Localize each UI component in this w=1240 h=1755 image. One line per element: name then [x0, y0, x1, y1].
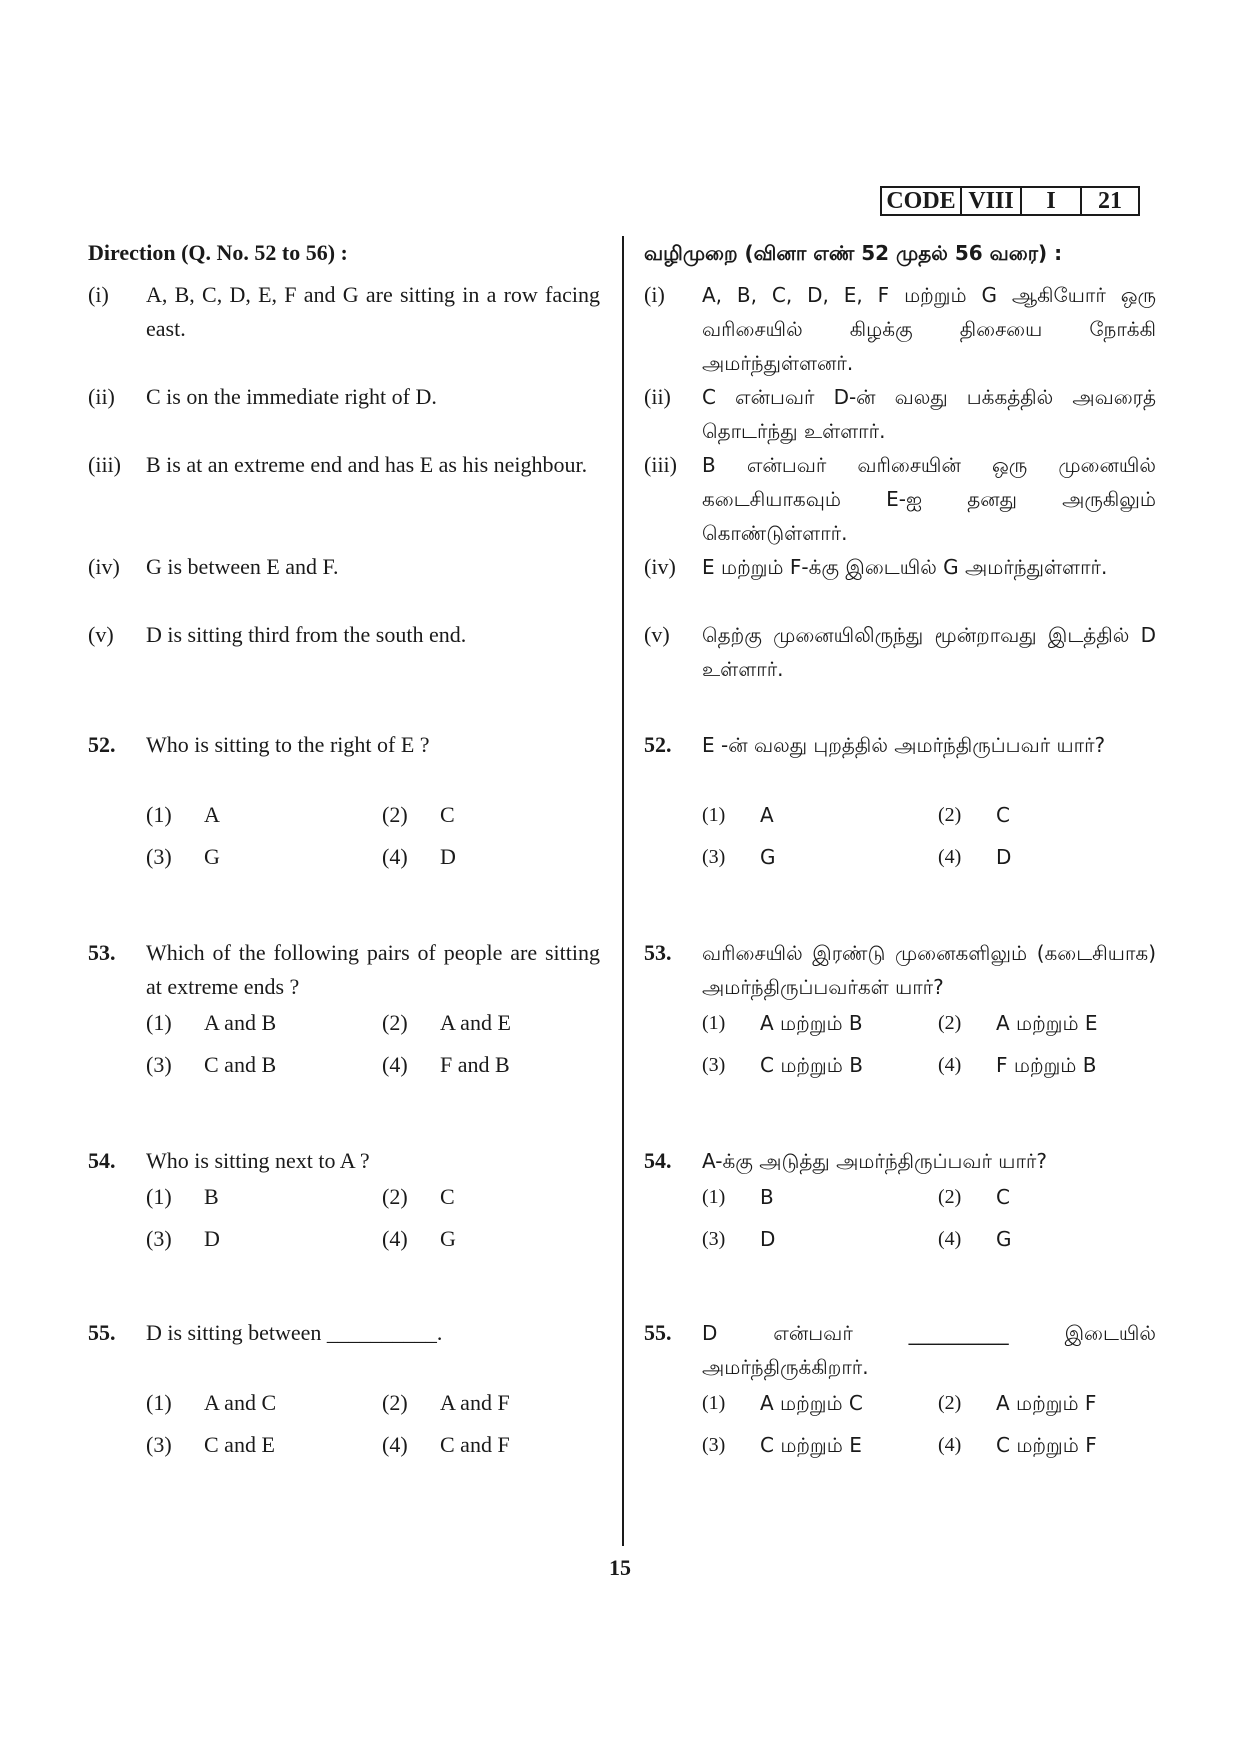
statement-text: B என்பவர் வரிசையின் ஒரு முனையில் கடைசியாகவும் E-ஐ தனது அருகிலும் கொண்டுள்ளார். [702, 453, 1156, 545]
option-value: C [440, 802, 455, 827]
statement [88, 380, 600, 414]
direction-heading: வழிமுறை (வினா எண் 52 முதல் 56 வரை) : [644, 241, 1063, 265]
statement [644, 550, 1156, 584]
statement-number: (i) [644, 282, 665, 307]
option[interactable] [938, 1006, 1098, 1040]
code-number: 21 [1080, 188, 1138, 214]
statement [644, 278, 1156, 380]
option[interactable] [938, 1222, 1012, 1256]
option-number: (3) [146, 1052, 172, 1077]
option[interactable] [702, 1048, 863, 1082]
option-value: D [204, 1226, 220, 1251]
option-number: (2) [938, 1392, 962, 1414]
statement-number: (ii) [644, 384, 671, 409]
option-number: (2) [382, 1010, 408, 1035]
option-value: C and E [204, 1432, 275, 1457]
option-number: (2) [938, 1012, 962, 1034]
statement-text: G is between E and F. [146, 554, 339, 579]
question-text: D is sitting between __________. [146, 1320, 443, 1345]
option-value: B [760, 1185, 774, 1209]
question-text: E -ன் வலது புறத்தில் அமர்ந்திருப்பவர் யார்? [702, 733, 1106, 757]
question-number: 54. [88, 1148, 116, 1173]
statement [88, 448, 600, 482]
option[interactable] [702, 840, 776, 874]
option-number: (1) [146, 802, 172, 827]
option-value: D [996, 845, 1012, 869]
option-value: C மற்றும் B [760, 1053, 863, 1077]
option-number: (4) [938, 846, 962, 868]
option-number: (1) [702, 1012, 726, 1034]
option-number: (2) [382, 802, 408, 827]
statement-number: (iii) [644, 452, 677, 477]
statement [644, 380, 1156, 448]
option-number: (2) [938, 1186, 962, 1208]
option-value: C மற்றும் E [760, 1433, 862, 1457]
option[interactable] [382, 798, 455, 832]
statement-text: A, B, C, D, E, F மற்றும் G ஆகியோர் ஒரு வரிசையில் கிழக்கு திசையை நோக்கி அமர்ந்துள்ளனர். [702, 283, 1156, 375]
option[interactable] [382, 1386, 510, 1420]
statement [88, 550, 600, 584]
statement-text: தெற்கு முனையிலிருந்து மூன்றாவது இடத்தில் D உள்ளார். [702, 623, 1156, 681]
option-value: F and B [440, 1052, 510, 1077]
option-value: A [760, 803, 774, 827]
option-value: C [996, 1185, 1010, 1209]
question-52 [644, 728, 1156, 762]
option[interactable] [938, 1386, 1096, 1420]
option[interactable] [146, 1180, 219, 1214]
question-text: Which of the following pairs of people are sitting at extreme ends ? [146, 940, 600, 999]
option-value: B [204, 1184, 219, 1209]
option[interactable] [146, 798, 220, 832]
option-value: A மற்றும் B [760, 1011, 863, 1035]
option-value: G [996, 1227, 1012, 1251]
question-54 [88, 1144, 600, 1178]
statement [644, 618, 1156, 686]
statement-text: C is on the immediate right of D. [146, 384, 437, 409]
option-number: (4) [938, 1228, 962, 1250]
option[interactable] [146, 1386, 276, 1420]
option-value: G [440, 1226, 456, 1251]
statement-text: B is at an extreme end and has E as his neighbour. [146, 452, 588, 477]
option-number: (1) [702, 1186, 726, 1208]
question-text: வரிசையில் இரண்டு முனைகளிலும் (கடைசியாக) அமர்ந்திருப்பவர்கள் யார்? [702, 941, 1156, 999]
question-55 [88, 1316, 600, 1350]
question-53 [644, 936, 1156, 1004]
question-54 [644, 1144, 1156, 1178]
option-value: D [760, 1227, 776, 1251]
option[interactable] [702, 798, 774, 832]
question-text: A-க்கு அடுத்து அமர்ந்திருப்பவர் யார்? [702, 1149, 1047, 1173]
option-number: (3) [702, 846, 726, 868]
option-number: (1) [146, 1010, 172, 1035]
direction-heading: Direction (Q. No. 52 to 56) : [88, 240, 348, 265]
option-number: (1) [702, 804, 726, 826]
code-label: CODE [886, 187, 956, 214]
option-number: (4) [382, 844, 408, 869]
statement-number: (v) [88, 622, 114, 647]
code-box [880, 186, 1140, 216]
option-value: A மற்றும் F [996, 1391, 1097, 1415]
column-divider [622, 236, 624, 1546]
option-value: C [440, 1184, 455, 1209]
option[interactable] [146, 1222, 220, 1256]
code-class: VIII [960, 188, 1020, 214]
option-number: (3) [146, 1226, 172, 1251]
question-number: 52. [644, 732, 672, 757]
option-value: A and E [440, 1010, 511, 1035]
option-value: C and F [440, 1432, 510, 1457]
option-number: (3) [702, 1228, 726, 1250]
option-number: (3) [146, 844, 172, 869]
option-number: (4) [382, 1226, 408, 1251]
option[interactable] [702, 1386, 863, 1420]
option-number: (1) [146, 1184, 172, 1209]
option-value: C and B [204, 1052, 277, 1077]
option[interactable] [702, 1222, 775, 1256]
option-number: (3) [702, 1054, 726, 1076]
page-number: 15 [609, 1555, 631, 1580]
statement-text: E மற்றும் F-க்கு இடையில் G அமர்ந்துள்ளார். [702, 555, 1108, 579]
question-53 [88, 936, 600, 1004]
option[interactable] [938, 1428, 1097, 1462]
option-value: A and F [440, 1390, 510, 1415]
question-number: 52. [88, 732, 116, 757]
option[interactable] [382, 1048, 510, 1082]
option[interactable] [382, 1180, 455, 1214]
option-value: C [996, 803, 1010, 827]
statement-number: (i) [88, 282, 109, 307]
option[interactable] [382, 1006, 511, 1040]
question-text: Who is sitting next to A ? [146, 1148, 370, 1173]
option[interactable] [146, 1428, 275, 1462]
question-number: 53. [88, 940, 116, 965]
option-number: (2) [938, 804, 962, 826]
statement [88, 618, 600, 652]
option[interactable] [146, 840, 220, 874]
option-number: (3) [702, 1434, 726, 1456]
option[interactable] [702, 1428, 862, 1462]
option-number: (3) [146, 1432, 172, 1457]
code-paper: I [1020, 188, 1080, 214]
option-value: G [760, 845, 776, 869]
question-55 [644, 1316, 1156, 1384]
option-number: (4) [938, 1054, 962, 1076]
option[interactable] [938, 798, 1010, 832]
option[interactable] [938, 840, 1011, 874]
option-number: (2) [382, 1390, 408, 1415]
option-value: A and B [204, 1010, 277, 1035]
question-number: 54. [644, 1148, 672, 1173]
option-number: (2) [382, 1184, 408, 1209]
option-number: (1) [702, 1392, 726, 1414]
statement-number: (iv) [88, 554, 120, 579]
option[interactable] [702, 1180, 774, 1214]
option-value: F மற்றும் B [996, 1053, 1097, 1077]
option[interactable] [382, 1428, 510, 1462]
option-value: A மற்றும் E [996, 1011, 1098, 1035]
option-value: G [204, 844, 220, 869]
option-number: (4) [938, 1434, 962, 1456]
statement-number: (iv) [644, 554, 676, 579]
option[interactable] [938, 1180, 1010, 1214]
option-value: D [440, 844, 456, 869]
option-value: C மற்றும் F [996, 1433, 1097, 1457]
option-number: (4) [382, 1052, 408, 1077]
option-value: A மற்றும் C [760, 1391, 863, 1415]
question-number: 55. [88, 1320, 116, 1345]
option[interactable] [382, 840, 456, 874]
option-number: (1) [146, 1390, 172, 1415]
question-52 [88, 728, 600, 762]
option-number: (4) [382, 1432, 408, 1457]
statement-text: A, B, C, D, E, F and G are sitting in a row facing east. [146, 282, 600, 341]
question-number: 53. [644, 940, 672, 965]
option-value: A [204, 802, 220, 827]
option[interactable] [382, 1222, 456, 1256]
statement [88, 278, 600, 346]
question-text: D என்பவர் __________ இடையில் அமர்ந்திருக்கிறார். [702, 1321, 1156, 1379]
statement [644, 448, 1156, 550]
option-value: A and C [204, 1390, 277, 1415]
statement-number: (v) [644, 622, 670, 647]
option[interactable] [938, 1048, 1096, 1082]
statement-number: (ii) [88, 384, 115, 409]
question-number: 55. [644, 1320, 672, 1345]
option[interactable] [702, 1006, 863, 1040]
statement-text: C என்பவர் D-ன் வலது பக்கத்தில் அவரைத் தொடர்ந்து உள்ளார். [702, 385, 1156, 443]
question-text: Who is sitting to the right of E ? [146, 732, 430, 757]
option[interactable] [146, 1048, 276, 1082]
option[interactable] [146, 1006, 276, 1040]
statement-text: D is sitting third from the south end. [146, 622, 467, 647]
statement-number: (iii) [88, 452, 121, 477]
